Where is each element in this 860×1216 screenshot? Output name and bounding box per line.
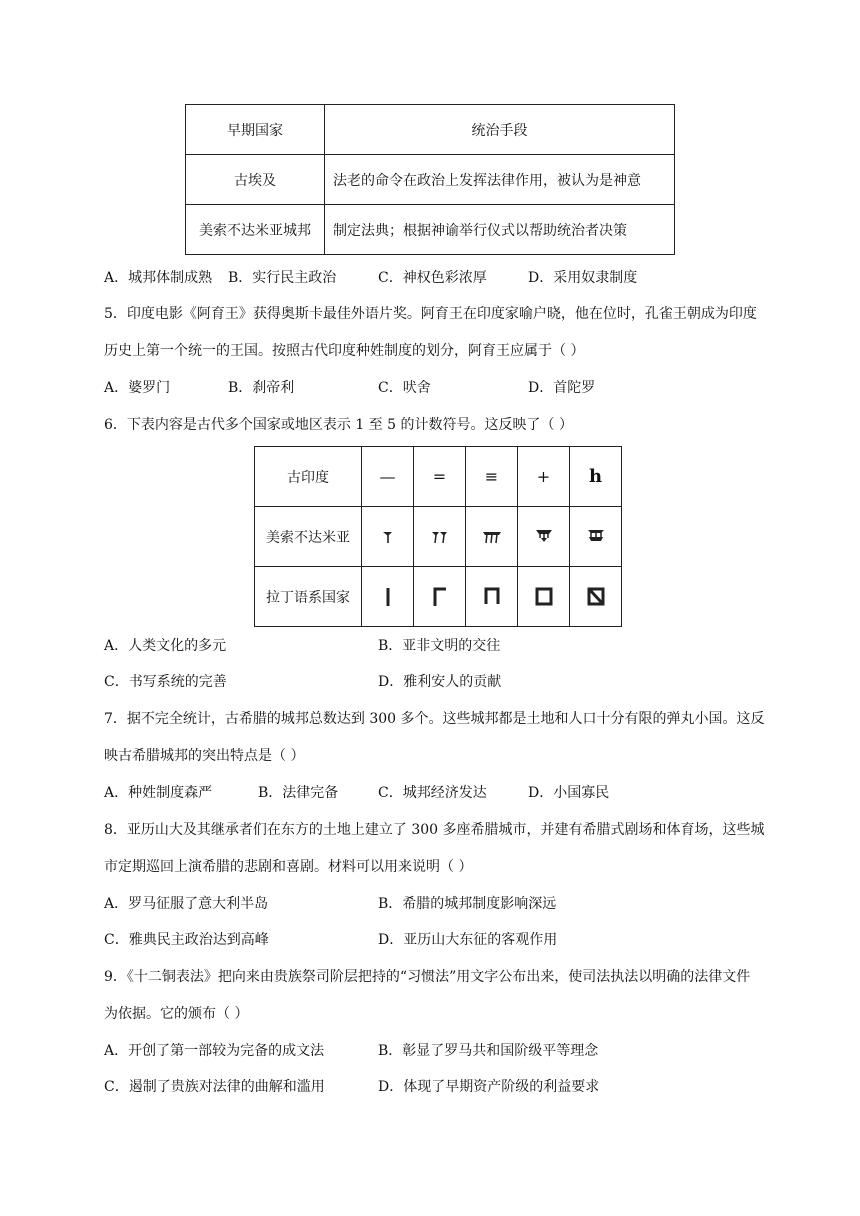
table-cell: 法老的命令在政治上发挥法律作用，被认为是神意 (325, 155, 675, 205)
q8-option-b[interactable]: B．希腊的城邦制度影响深远 (378, 896, 557, 912)
table-header-cell: 统治手段 (325, 105, 675, 155)
numeral-glyph: = (432, 467, 447, 486)
q9-option-c[interactable]: C．遏制了贵族对法律的曲解和滥用 (104, 1079, 325, 1095)
numeral-glyph: ≡ (484, 467, 499, 486)
table-cell: 美索不达米亚城邦 (186, 205, 325, 255)
latin-numeral-3-icon (466, 567, 518, 627)
q7-option-b[interactable]: B．法律完备 (258, 785, 339, 801)
q7-stem-line1: 7．据不完全统计，古希腊的城邦总数达到 300 多个。这些城邦都是土地和人口十分有限的弹丸小国。这反 (104, 711, 765, 727)
q6-option-c[interactable]: C．书写系统的完善 (104, 674, 227, 690)
table-row (186, 205, 675, 255)
early-states-table (185, 104, 675, 255)
q6-option-d[interactable]: D．雅利安人的贡献 (378, 674, 502, 690)
numeral-symbols-table (254, 446, 622, 627)
row-label: 美索不达米亚 (255, 507, 362, 567)
indian-numeral-2 (414, 447, 466, 507)
q7-option-d[interactable]: D．小国寡民 (528, 785, 610, 801)
q5-stem-line2: 历史上第一个统一的王国。按照古代印度种姓制度的划分，阿育王应属于（ ） (104, 343, 585, 359)
q5-option-a[interactable]: A．婆罗门 (104, 380, 171, 396)
table-cell: 制定法典；根据神谕举行仪式以帮助统治者决策 (325, 205, 675, 255)
indian-numeral-5 (570, 447, 622, 507)
table-cell: 古埃及 (186, 155, 325, 205)
q6-option-b[interactable]: B．亚非文明的交往 (378, 638, 501, 654)
numeral-glyph: + (536, 467, 551, 486)
q5-stem-line1: 5．印度电影《阿育王》获得奥斯卡最佳外语片奖。阿育王在印度家喻户晓，他在位时，孔雀王朝成为印度 (104, 306, 757, 322)
q4-option-d[interactable]: D．采用奴隶制度 (528, 270, 638, 286)
latin-numeral-1-icon (362, 567, 414, 627)
row-label: 古印度 (255, 447, 362, 507)
latin-numeral-2-icon (414, 567, 466, 627)
latin-numeral-5-icon (570, 567, 622, 627)
numeral-glyph: h (588, 466, 603, 487)
numeral-glyph: — (379, 467, 396, 486)
table-header-cell: 早期国家 (186, 105, 325, 155)
q8-option-d[interactable]: D．亚历山大东征的客观作用 (378, 932, 558, 948)
cuneiform-numeral-4-icon (518, 507, 570, 567)
q8-option-a[interactable]: A．罗马征服了意大利半岛 (104, 896, 269, 912)
q8-option-c[interactable]: C．雅典民主政治达到高峰 (104, 932, 269, 948)
table-row (186, 155, 675, 205)
q7-option-a[interactable]: A．种姓制度森严 (104, 785, 213, 801)
q7-stem-line2: 映古希腊城邦的突出特点是（ ） (104, 748, 305, 764)
cuneiform-numeral-3-icon (466, 507, 518, 567)
q8-stem-line1: 8．亚历山大及其继承者们在东方的土地上建立了 300 多座希腊城市，并建有希腊式剧场和体育场，这些城 (104, 822, 765, 838)
q5-option-c[interactable]: C．吠舍 (378, 380, 431, 396)
row-label: 拉丁语系国家 (255, 567, 362, 627)
q9-option-a[interactable]: A．开创了第一部较为完备的成文法 (104, 1043, 325, 1059)
indian-numeral-1 (362, 447, 414, 507)
q4-option-c[interactable]: C．神权色彩浓厚 (378, 270, 487, 286)
q7-option-c[interactable]: C．城邦经济发达 (378, 785, 487, 801)
q9-option-b[interactable]: B．彰显了罗马共和国阶级平等理念 (378, 1043, 599, 1059)
q5-option-b[interactable]: B．刹帝利 (228, 380, 295, 396)
q9-option-d[interactable]: D．体现了早期资产阶级的利益要求 (378, 1079, 600, 1095)
indian-numeral-3 (466, 447, 518, 507)
table-row (255, 567, 622, 627)
cuneiform-numeral-5-icon (570, 507, 622, 567)
q6-option-a[interactable]: A．人类文化的多元 (104, 638, 227, 654)
q4-option-a[interactable]: A．城邦体制成熟 (104, 270, 213, 286)
table-row (255, 507, 622, 567)
cuneiform-numeral-1-icon (362, 507, 414, 567)
q9-stem-line1: 9．《十二铜表法》把向来由贵族祭司阶层把持的“习惯法”用文字公布出来，使司法执法以明确的法律文件 (104, 969, 751, 985)
q8-stem-line2: 市定期巡回上演希腊的悲剧和喜剧。材料可以用来说明（ ） (104, 859, 473, 875)
table-row (186, 105, 675, 155)
q9-stem-line2: 为依据。它的颁布（ ） (104, 1006, 249, 1022)
latin-numeral-4-icon (518, 567, 570, 627)
q6-stem-line1: 6．下表内容是古代多个国家或地区表示 1 至 5 的计数符号。这反映了（ ） (104, 417, 573, 433)
q4-option-b[interactable]: B．实行民主政治 (228, 270, 337, 286)
indian-numeral-4 (518, 447, 570, 507)
cuneiform-numeral-2-icon (414, 507, 466, 567)
q5-option-d[interactable]: D．首陀罗 (528, 380, 596, 396)
table-row (255, 447, 622, 507)
